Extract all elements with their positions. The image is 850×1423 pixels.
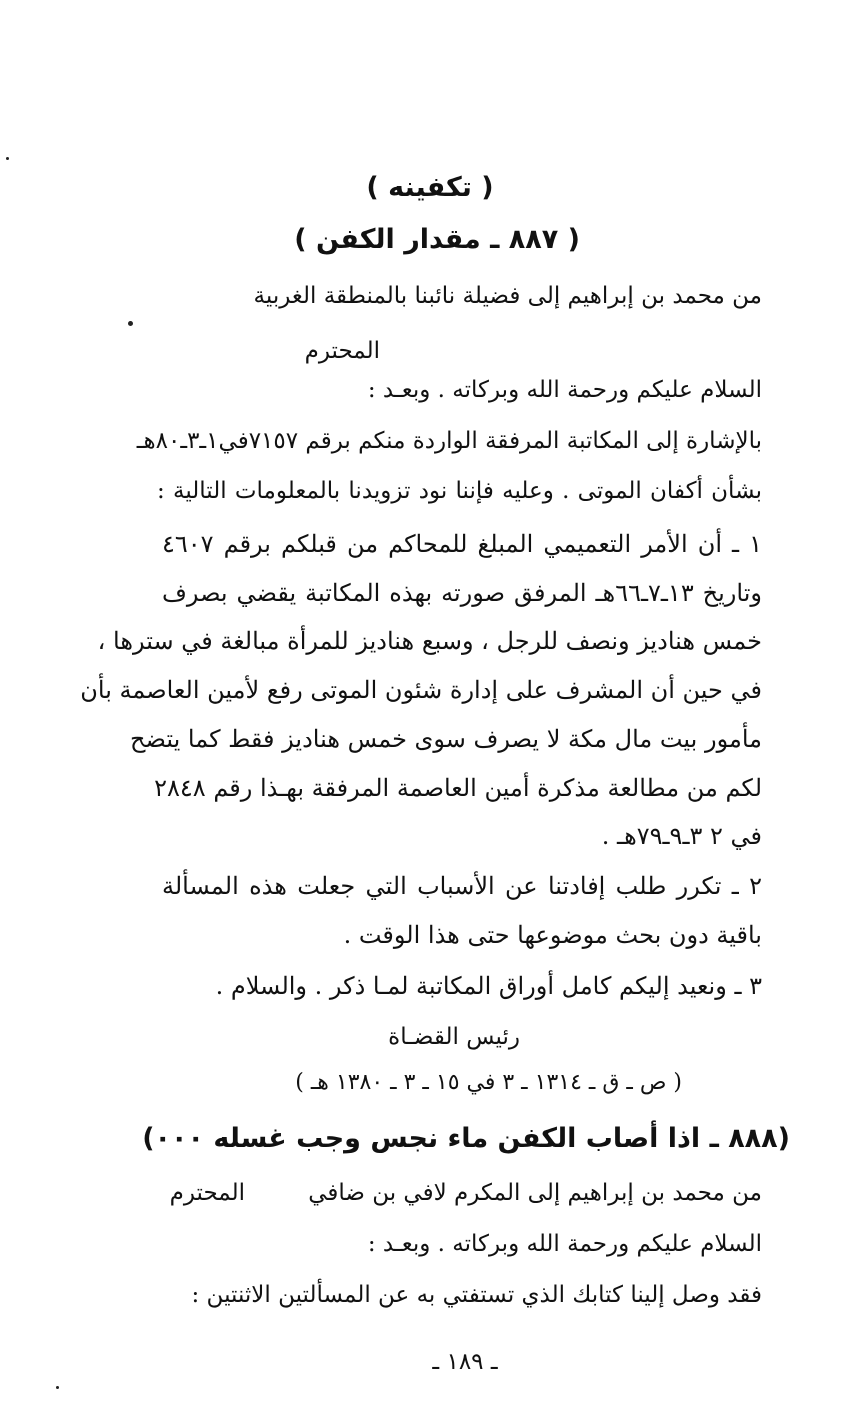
letter1-from-line: من محمد بن إبراهيم إلى فضيلة نائبنا بالمنطقة الغربية [253,283,762,309]
letter1-intro-line-2: بشأن أكفان الموتى . وعليه فإننا نود تزويدنا بالمعلومات التالية : [157,478,762,504]
letter2-body: فقد وصل إلينا كتابك الذي تستفتي به عن المسألتين الاثنتين : [191,1282,762,1308]
section-title: ( تكفينه ) [366,172,494,203]
item1-line-6: لكم من مطالعة مذكرة أمين العاصمة المرفقة بهـذا رقم ٢٨٤٨ [154,774,762,802]
reference-number: ( ص ـ ق ـ ١٣١٤ ـ ٣ في ١٥ ـ ٣ ـ ١٣٨٠ هـ ) [295,1070,682,1095]
item3-line: ٣ ـ ونعيد إليكم كامل أوراق المكاتبة لمـا ذكر . والسلام . [215,972,762,1000]
letter1-honorific: المحترم [304,338,380,364]
page-number: ـ ١٨٩ ـ [432,1349,498,1375]
entry-887-heading: ( ٨٨٧ ـ مقدار الكفن ) [294,224,580,255]
scan-speck [128,321,133,326]
item1-line-1: ١ ـ أن الأمر التعميمي المبلغ للمحاكم من قبلكم برقم ٤٦٠٧ [162,530,762,558]
letter2-from-line: من محمد بن إبراهيم إلى المكرم لافي بن ضافي [308,1180,762,1206]
signature: رئيس القضـاة [388,1024,520,1050]
letter1-greeting: السلام عليكم ورحمة الله وبركاته . وبعـد : [367,377,762,403]
item1-line-5: مأمور بيت مال مكة لا يصرف سوى خمس هناديز فقط كما يتضح [130,725,762,753]
item2-line-2: باقية دون بحث موضوعها حتى هذا الوقت . [343,921,762,949]
item1-line-3: خمس هناديز ونصف للرجل ، وسبع هناديز للمرأة مبالغة في سترها ، [97,627,762,655]
letter2-greeting: السلام عليكم ورحمة الله وبركاته . وبعـد : [367,1231,762,1257]
item1-line-7: في ٢ ٣ـ٩ـ٧٩هـ . [601,822,762,850]
item1-line-4: في حين أن المشرف على إدارة شئون الموتى رفع لأمين العاصمة بأن [80,676,762,704]
item1-line-2: وتاريخ ١٣ـ٧ـ٦٦هـ المرفق صورته بهذه المكاتبة يقضي بصرف [162,579,762,607]
scan-speck [56,1386,59,1389]
entry-888-heading: (٨٨٨ ـ اذا أصاب الكفن ماء نجس وجب غسله ٠٠٠) [142,1123,790,1154]
scan-speck [6,157,9,160]
letter2-honorific: المحترم [169,1180,245,1206]
letter1-intro-line-1: بالإشارة إلى المكاتبة المرفقة الواردة منكم برقم ٧١٥٧في١ـ٣ـ٨٠هـ [136,428,762,454]
item2-line-1: ٢ ـ تكرر طلب إفادتنا عن الأسباب التي جعلت هذه المسألة [162,872,762,900]
